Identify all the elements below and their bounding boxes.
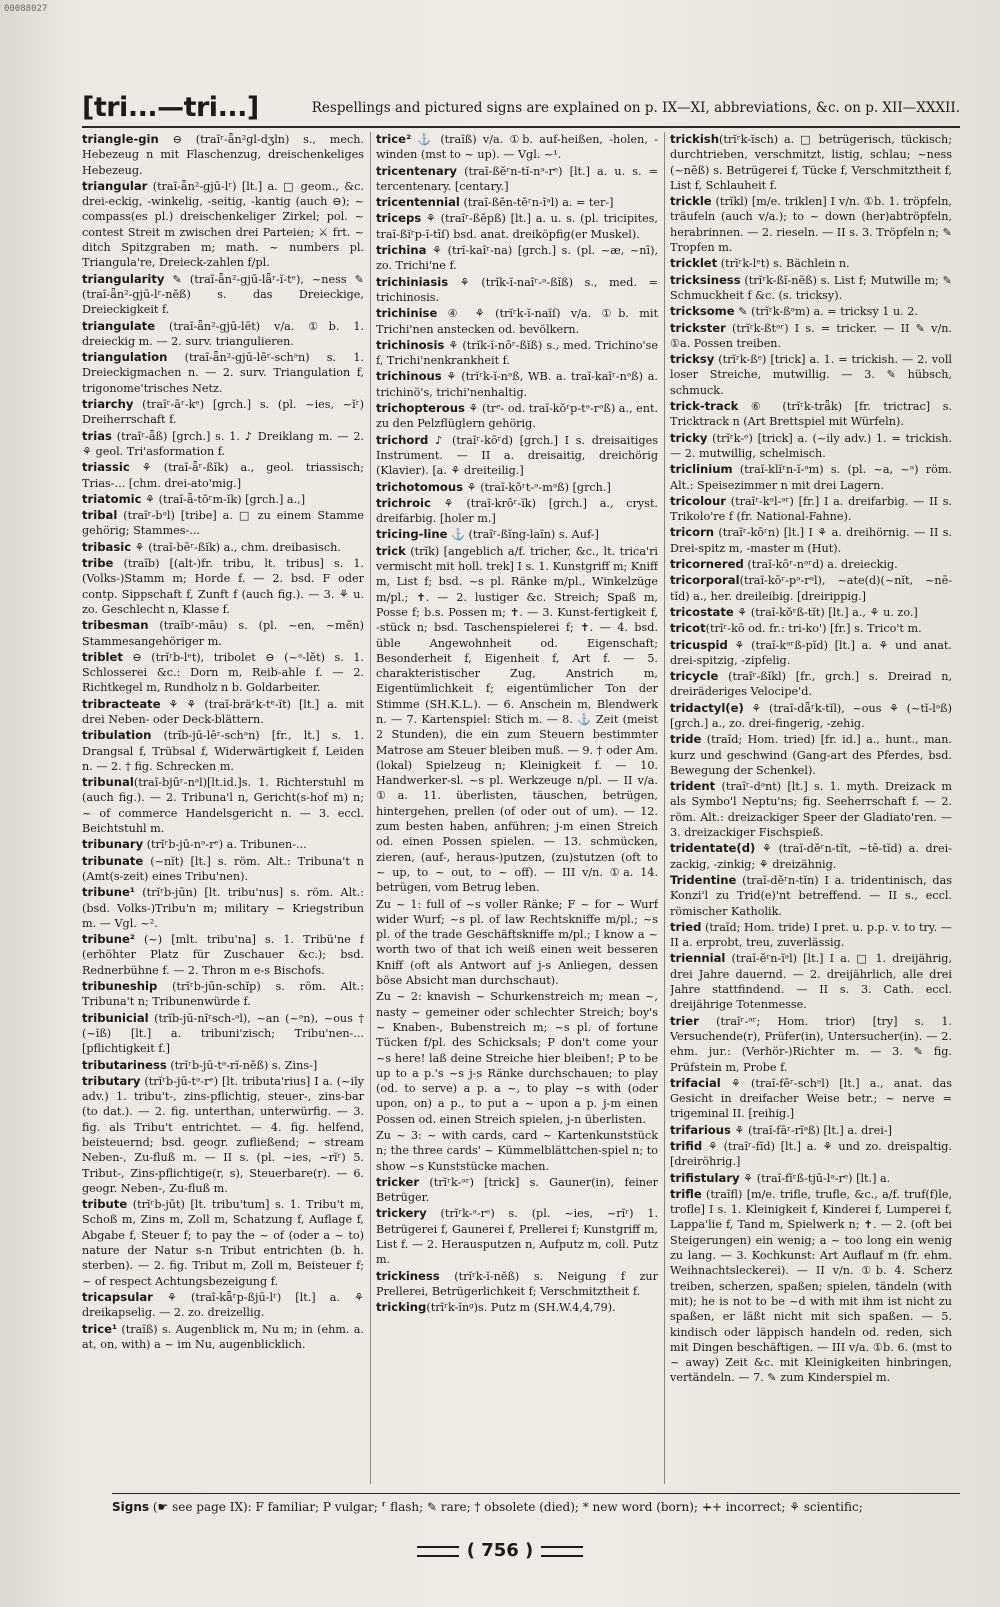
dictionary-entry <box>82 1011 364 1057</box>
dictionary-entry <box>670 732 952 778</box>
dictionary-entry <box>82 556 364 617</box>
entry-definition: (traı̄d; Hom. tried) [fr. id.] a., hunt., man. kurz und geschwind (Gang-art des Pferdes, bsd. Bewegung der Schenkel). <box>670 733 952 777</box>
dictionary-entry <box>670 951 952 1012</box>
entry-definition: ⚘ (traı̄-ǟ-tŏʳm-ĭk) [grch.] a.,] <box>141 492 306 506</box>
dictionary-entry <box>670 1014 952 1075</box>
rule-right <box>541 1546 583 1557</box>
dictionary-entry <box>82 1058 364 1073</box>
headword: tricolour <box>670 493 726 508</box>
dictionary-entry <box>670 1123 952 1138</box>
dictionary-entry <box>670 273 952 304</box>
entry-definition: (traı̄fl) [m/e. trifle, trufle, &c., a/f. truf(f)le, trofle] I s. 1. Kleinigkeit f, Kinderei f, Lumperei f, Lappa'lie f, Tand m, Spielwerk n; ✝. — 2. (oft bei Steigerungen) ein wenig; a ~ too long ein wenig zu lang. — 3. Kochkunst: Art Auflauf m (fr. ehm. Weihnachtsleckerei). — II v/n. ①b. 4. Scherz treiben, scherzen, spaßen; spielen, tändeln (with mit); he is not to be ~d with mit ihm ist nicht zu spaßen, er läßt nicht mit sich spaßen. — 5. kindisch oder läppisch handeln od. reden, sich mit Dingen beschäftigen. — III v/a. ①b. 6. (mst to ~ away) Zeit &c. mit Kleinigkeiten hinbringen, vertändeln. — 7. ✎ zum Kinderspiel m. <box>670 1187 952 1385</box>
entry-definition: (traı̄ß) s. Augenblick m, Nu m; in (ehm. a. at, on, with) a ~ im Nu, augenblicklich. <box>82 1322 364 1351</box>
headword: tributary <box>82 1073 141 1088</box>
headword: triblet <box>82 649 123 664</box>
dictionary-entry <box>82 1197 364 1289</box>
headword: trifle <box>670 1186 702 1201</box>
headword: trichinise <box>376 306 438 321</box>
entry-definition: (trĭʳk-ßĭ-nĕß) s. List f; Mutwille m; ✎ Schmuckheit f &c. (s. tricksy). <box>670 273 952 302</box>
entry-definition: ⚘ (trĭʳk-ĭ-nᵊß, WB. a. traı̄-kaı̄ʳ-nᵊß) a. trichinö's, trichi'nenhaltig. <box>376 370 658 399</box>
header-note: Respellings and pictured signs are explained on p. IX—XI, abbreviations, &c. on p. XII—XXXII. <box>311 100 960 116</box>
headword: tribute <box>82 1197 128 1212</box>
entry-definition: ⚘ (traı̄-kǟʳp-ßjū-lʳ) [lt.] a. ⚘ dreikapselig. — 2. zo. dreizellig. <box>82 1290 364 1320</box>
entry-definition: (trĭʳk-lᵉt) s. Bächlein n. <box>717 257 850 271</box>
entry-definition: (traı̄ʳ-ßĭkl) [fr., grch.] s. Dreirad n, dreiräderiges Velocipe'd. <box>670 670 952 699</box>
entry-definition: ⑥ (trĭʳk-trǟk) [fr. trictrac] s. Tricktrack n (Art Brettspiel mit Würfeln). <box>670 400 952 429</box>
dictionary-entry <box>376 132 658 163</box>
headword: tricky <box>670 430 708 445</box>
signs-legend <box>112 1493 960 1524</box>
dictionary-entry <box>376 211 658 242</box>
dictionary-entry <box>670 525 952 556</box>
headword: tribunicial <box>82 1010 149 1025</box>
headword: trifistulary <box>670 1170 740 1185</box>
dictionary-entry <box>376 989 658 1127</box>
entry-definition: Zu ~ 3: ~ with cards, card ~ Kartenkunststück n; the three cards' ~ Kümmelblättchen-spiel n; to show ~s Kunststücke machen. <box>376 1129 658 1173</box>
dictionary-entry <box>82 697 364 728</box>
headword: triangulate <box>82 318 156 333</box>
headword: tridactyl(e) <box>670 700 744 715</box>
headword: trichinous <box>376 369 442 384</box>
headword: trifarious <box>670 1122 731 1137</box>
headword: trias <box>82 428 112 443</box>
dictionary-entry <box>670 1171 952 1186</box>
dictionary-entry <box>376 338 658 369</box>
signs-text: (☛ see page IX): F familiar; P vulgar; ⸢ flash; ✎ rare; † obsolete (died); * new word (born); +̶+ incorrect; ⚘ scientific; <box>149 1500 863 1514</box>
dictionary-entry <box>82 650 364 696</box>
dictionary-entry <box>670 920 952 951</box>
header-range: [tri...—tri...] <box>82 92 259 123</box>
headword: tribesman <box>82 618 149 633</box>
headword: triangular <box>82 178 148 193</box>
headword: tributariness <box>82 1057 167 1072</box>
dictionary-entry <box>82 132 364 178</box>
dictionary-entry <box>82 775 364 836</box>
dictionary-entry <box>376 1175 658 1206</box>
column-2 <box>376 132 658 1484</box>
entry-definition: ⚘ (trĭk-ĭ-nōʳ-ßĭß) s., med. Trichino'se f, Trichi'nenkrankheit f. <box>376 338 658 368</box>
page-number-line <box>0 1540 1000 1561</box>
entry-definition: ⚘ (traı̄-dǟʳk-tĭl), ~ous ⚘ (~tĭ-lᵊß) [grch.] a., zo. drei-fingerig, -zehig. <box>670 701 952 730</box>
headword: tricksiness <box>670 272 741 287</box>
entry-definition: (traı̄-ĕʳn-ĭᵊl) [lt.] I a. □ 1. dreijährig, drei Jahre dauernd. — 2. dreijährlich, alle drei Jahre stattfindend. — II s. 3. Cath. eccl. dreijährige Totenmesse. <box>670 952 952 1012</box>
entry-definition: (traı̄ʳ-ǟß) [grch.] s. 1. ♪ Dreiklang m. — 2. ⚘ geol. Tri'asformation f. <box>82 429 364 458</box>
dictionary-entry <box>376 243 658 274</box>
entry-definition: ⚘ (traı̄-bēʳ-ßĭk) a., chm. dreibasisch. <box>131 540 341 554</box>
headword: trifid <box>670 1139 703 1153</box>
headword: tried <box>670 919 702 934</box>
headword: trichord <box>376 432 429 447</box>
entry-definition: (traı̄-ßĕʳn-tĭ-nᵊ-rᵉ) [lt.] a. u. s. = tercentenary. [centary.] <box>376 164 658 193</box>
entry-definition: ⚘ (trĭ-kaı̄ʳ-na) [grch.] s. (pl. ~æ, ~nī), zo. Trichi'ne f. <box>376 244 658 273</box>
headword: tribal <box>82 508 118 523</box>
dictionary-entry <box>82 179 364 271</box>
entry-definition: ④ ⚘ (trĭʳk-ĭ-naı̄ſ) v/a. ①b. mit Trichi'nen anstecken od. bevölkern. <box>376 307 658 336</box>
headword: tribulation <box>82 728 152 743</box>
entry-definition: (traı̄b) [(alt-)fr. tribu, lt. tribus] s. 1. (Volks-)Stamm m; Horde f. — 2. bsd. F oder contp. Sippschaft f, Zunft f (auch fig.). — 3. ⚘ u. zo. Geschlecht n, Klasse f. <box>82 557 364 616</box>
column-3 <box>670 132 952 1484</box>
headword: tribuneship <box>82 979 158 994</box>
dictionary-entry <box>82 885 364 931</box>
headword: tribe <box>82 556 114 571</box>
entry-definition: (trĭʳk-ßtᵊʳ) I s. = tricker. — II ✎ v/n. ①a. Possen treiben. <box>670 321 952 350</box>
signs-label: Signs <box>112 1500 150 1514</box>
dictionary-entry <box>376 1128 658 1174</box>
entry-definition: ⊖ (traı̄ʳ-ǟn²gl-dʒln) s., mech. Hebezeug n mit Flaschenzug, dreischenkeliges Hebezeug. <box>82 133 364 177</box>
entry-definition: ⚘ (traı̄-kŏʳß-tĭt) [lt.] a., ⚘ u. zo.] <box>733 605 918 619</box>
headword: tricornered <box>670 557 744 572</box>
entry-definition: ✎ (trĭʳk-ßᵊm) a. = tricksy 1 u. 2. <box>734 305 918 319</box>
page-id-stamp: 00088027 <box>4 4 48 14</box>
entry-definition: (trĭʳk-ᵉ) [trick] a. (~ily adv.) 1. = trickish. — 2. mutwillig, schelmisch. <box>670 431 952 460</box>
dictionary-entry <box>376 369 658 400</box>
entry-definition: ⚓ (traı̄ʳ-ßĭng-laı̄n) s. Auf-] <box>447 528 599 542</box>
headword: trifacial <box>670 1075 721 1090</box>
headword: tricing-line <box>376 527 448 542</box>
dictionary-entry <box>670 1076 952 1122</box>
entry-definition: ⚘ (traı̄-fēʳ-schᵊl) [lt.] a., anat. das Gesicht in dreifacher Weise betr.; ~ nerve = trigeminal II. [reihig.] <box>670 1076 952 1121</box>
entry-definition: ⚘ (traı̄ʳ-ßĕpß) [lt.] a. u. s. (pl. tricipites, traı̄-ßĭʳp-ĭ-tīſ) bsd. anat. dreiköpfig(er Muskel). <box>376 212 658 241</box>
headword: trichroic <box>376 495 431 510</box>
dictionary-entry <box>82 854 364 885</box>
dictionary-entry <box>376 1269 658 1300</box>
headword: trice² <box>376 132 412 146</box>
entry-definition: (trĭʳb-jū-tᵊ-rᵉ) [lt. tributa'rius] I a. (~ily adv.) 1. tribu't-, zins-pflichtig, steuer-, zins-bar (to dat.). — 2. fig. unterthan, unterwürfig. — 3. fig. als Tribu't entrichtet. — 4. fig. helfend, beisteuernd; bsd. geogr. zufließend; ~ stream Neben-, Zu-fluß m. — II s. (pl. ~ies, ~rĭʳ) 5. Tribut-, Zins-pflichtige(r, s), Steuerbare(r). — 6. geogr. Neben-, Zu-fluß m. <box>82 1074 364 1195</box>
entry-definition: (trĭb-jū-nĭʳsch-ᵊl), ~an (~ᵊn), ~ous † (~ĭß) [lt.] a. tribuni'zisch; Tribu'nen-... [pflichtigkeit f.] <box>82 1011 364 1056</box>
entry-definition: (trĭʳk-ĭ-nĕß) s. Neigung f zur Prellerei, Betrügerlichkeit f; Verschmitztheit f. <box>376 1269 658 1298</box>
entry-definition: (trĭʳb-jūn-schĭp) s. röm. Alt.: Tribuna't n; Tribunenwürde f. <box>82 980 364 1009</box>
headword: triangle-gin <box>82 132 159 146</box>
headword: tribasic <box>82 539 132 554</box>
entry-definition: ⚓ (traı̄ß) v/a. ①b. auf-heißen, -holen, -winden (mst to ~ up). — Vgl. ~¹. <box>376 133 658 162</box>
running-header <box>82 92 960 128</box>
headword: trichopterous <box>376 401 465 416</box>
headword: trident <box>670 779 716 794</box>
headword: tricycle <box>670 669 719 684</box>
headword: tricksome <box>670 304 735 319</box>
entry-definition: (trĭʳk-ĭsch) a. □ betrügerisch, tückisch; durchtrieben, verschmitzt, listig, schlau; ~ness (~nĕß) s. Betrügerei f, Tücke f, Verschmitztheit f, List f, Schlauheit f. <box>670 133 952 192</box>
headword: tricorn <box>670 525 715 540</box>
headword: tribune² <box>82 932 135 947</box>
dictionary-entry <box>82 350 364 396</box>
entry-definition: (trĭʳb-jū-tᵊ-rĭ-nĕß) s. Zins-] <box>166 1058 318 1072</box>
entry-definition: ⚘ (traı̄ʳ-fĭd) [lt.] a. ⚘ und zo. dreispaltig. [dreiröhrig.] <box>670 1140 952 1169</box>
dictionary-entry <box>376 496 658 527</box>
entry-definition: (traı̄ʳ-kōʳn) [lt.] I ⚘ a. dreihörnig. — II s. Drei-spitz m, -master m (Hut). <box>670 526 952 555</box>
dictionary-entry <box>376 1300 658 1315</box>
dictionary-entry <box>376 164 658 195</box>
dictionary-entry <box>376 1206 658 1267</box>
dictionary-entry <box>670 462 952 493</box>
dictionary-entry <box>376 544 658 896</box>
entry-definition: ⚘ (traı̄-dĕʳn-tĭt, ~tē-tĭd) a. drei-zackig, -zinkig; ⚘ dreizähnig. <box>670 842 952 871</box>
headword: tricorporal <box>670 573 740 588</box>
headword: triceps <box>376 211 422 226</box>
headword: tricapsular <box>82 1289 153 1304</box>
entry-definition: (trĭʳb-jūt) [lt. tribu'tum] s. 1. Tribu't m, Schoß m, Zins m, Zoll m, Schatzung f, Auflage f, Abgabe f, Steuer f; to pay the ~ of (oder a ~ to) nature der Natur s-n Tribut entrichten (b. h. sterben). — 2. fig. Tribut m, Zoll m, Beisteuer f; ~ of respect Achtungsbezeigung f. <box>82 1198 364 1288</box>
headword: tribracteate <box>82 696 161 711</box>
entry-definition: (trĭb-jū-lēʳ-schᵊn) [fr., lt.] s. 1. Drangsal f, Trübsal f, Widerwärtigkeit f, Leiden n. — 2. † fig. Schrecken m. <box>82 729 364 773</box>
entry-definition: (traı̄-ǟn²-gjū-lʳ) [lt.] a. □ geom., &c. drei-eckig, -winkelig, -seitig, -kantig (auch ⊖); ~ compass(es pl.) dreischenkeliger Zirkel; pol. ~ contest Streit m zwischen drei Parteien; ⚔ frt. ~ ditch Spitzgraben m; math. ~ numbers pl. Triangula're, Dreieck-zahlen f/pl. <box>82 179 364 270</box>
dictionary-entry <box>82 1322 364 1353</box>
headword: triangulation <box>82 350 168 365</box>
dictionary-entry <box>670 352 952 398</box>
entry-definition: (traı̄ʳ-kᵊl-ᵊʳ) [fr.] I a. dreifarbig. — II s. Trikolo're f (fr. National-Fahne). <box>670 494 952 524</box>
headword: tricentenary <box>376 163 457 178</box>
dictionary-entry <box>376 195 658 210</box>
entry-definition: Zu ~ 1: full of ~s voller Ränke; F ~ for ~ Wurf wider Wurf; ~s pl. of law Rechtskniffe m/pl.; ~s pl. of the trade Geschäftskniffe m/pl.; I know a ~ worth two of that ich weiß einen weit besseren Kniff (oft als Antwort auf j-s Anliegen, dessen böse Absicht man durchschaut). <box>376 897 658 988</box>
dictionary-entry <box>82 492 364 507</box>
dictionary-entry <box>82 429 364 460</box>
entry-definition: ⚘ (trĭk-ĭ-naı̄ʳ-ᵊ-ßĭß) s., med. = trichinosis. <box>376 275 658 304</box>
entry-definition: (traı̄ʳ-āʳ-kᵉ) [grch.] s. (pl. ~ies, ~ĭʳ) Dreiherrschaft f. <box>82 398 364 427</box>
dictionary-entry <box>670 321 952 352</box>
dictionary-entry <box>376 275 658 306</box>
entry-definition: (traı̄-ßĕn-tĕʳn-ĭᵊl) a. = ter-] <box>459 196 614 210</box>
dictionary-entry <box>376 401 658 432</box>
headword: tricking <box>376 1300 427 1315</box>
headword: tridentate(d) <box>670 841 756 856</box>
entry-definition: (traı̄-klĭʳn-ĭ-ᵊm) s. (pl. ~a, ~ᵊ) röm. Alt.: Speisezimmer n mit drei Lagern. <box>670 463 952 492</box>
entry-definition: (trĭkl) [m/e. triklen] I v/n. ①b. 1. tröpfeln, träufeln (auch v/a.); to ~ down (her)abtröpfeln, herabrinnen. — 2. rieseln. — II s. 3. Tröpfeln n; ✎ Tropfen m. <box>670 195 952 255</box>
dictionary-entry <box>670 256 952 271</box>
entry-definition: ⚘ ⚘ (traı̄-bräʳk-tᵉ-ĭt) [lt.] a. mit drei Neben- oder Deck-blättern. <box>82 697 364 726</box>
dictionary-entry <box>82 460 364 491</box>
entry-definition: (trĭʳk-ᵊ-rᵉ) s. (pl. ~ies, ~rĭʳ) 1. Betrügerei f, Gaunerei f, Prellerei f; Kunstgriff m, List f. — 2. Herausputzen n, Aufputz m, coll. Putz m. <box>376 1207 658 1267</box>
entry-definition: ⚘ (traı̄-fāʳ-rĭᵊß) [lt.] a. drei-] <box>730 1123 892 1137</box>
headword: trick <box>376 543 406 558</box>
entry-definition: (trĭʳk-ᵊʳ) [trick] s. Gauner(in), feiner Betrüger. <box>376 1175 658 1205</box>
dictionary-entry <box>670 873 952 919</box>
headword: tribunary <box>82 837 144 852</box>
dictionary-entry <box>670 573 952 604</box>
entry-definition: (traı̄ʳ-ᵊʳ; Hom. trior) [try] s. 1. Versuchende(r), Prüfer(in), Untersucher(in). — 2. ehm. jur.: (Verhör-)Richter m. — 3. ✎ fig. Prüfstein m, Probe f. <box>670 1014 952 1074</box>
dictionary-entry <box>82 932 364 978</box>
headword: tribunate <box>82 853 144 868</box>
dictionary-entry <box>670 494 952 525</box>
entry-definition: (traı̄-ǟn²-gjū-lēt) v/a. ①b. 1. dreieckig m. — 2. surv. triangulieren. <box>82 319 364 348</box>
headword: trichiniasis <box>376 274 449 289</box>
entry-definition: (traı̄d; Hom. tride) I pret. u. p.p. v. to try. — II a. erprobt, treu, zuverlässig. <box>670 920 952 950</box>
entry-definition: (traı̄ʳ-dᵊnt) [lt.] s. 1. myth. Dreizack m als Symbo'l Neptu'ns; fig. Seeherrschaft f. — 2. röm. Alt.: dreizackiger Speer der Gladiato'ren. — 3. dreizackiger Fischspieß. <box>670 780 952 840</box>
dictionary-entry <box>670 841 952 872</box>
dictionary-entry <box>82 397 364 428</box>
headword: triclinium <box>670 462 733 477</box>
entry-definition: (~) [mlt. tribu'na] s. 1. Tribü'ne f (erhöhter Platz für Zuschauer &c.); bsd. Rednerbühne f. — 2. Thron m e-s Bischofs. <box>82 933 364 977</box>
dictionary-entry <box>670 701 952 732</box>
page-number: ( 756 ) <box>466 1540 534 1561</box>
entry-definition: (trĭʳb-jūn) [lt. tribu'nus] s. röm. Alt.: (bsd. Volks-)Tribu'n m; military ~ Kriegstribun m. — Vgl. ~². <box>82 886 364 930</box>
dictionary-entry <box>82 272 364 318</box>
dictionary-entry <box>82 508 364 539</box>
headword: trichinosis <box>376 337 445 352</box>
entry-definition: ✎ (traı̄-ǟn²-gjū-lǟʳ-ĭ-tᵉ), ~ness ✎ (traı̄-ǟn²-gjū-lʳ-nĕß) s. das Dreieckige, Dreieckigkeit f. <box>82 272 364 317</box>
entry-definition: ⚘ (traı̄-kᵊʳß-pĭd) [lt.] a. ⚘ und anat. drei-spitzig, -zipfelig. <box>670 638 952 667</box>
entry-definition: (traı̄-kōʳ-pᵊ-rᵊl), ~ate(d)(~nĭt, ~nē-tĭd) a., her. dreileibig. [dreirippig.] <box>670 574 952 603</box>
headword: trick-track <box>670 399 739 414</box>
headword: triarchy <box>82 397 134 412</box>
headword: tricker <box>376 1174 420 1189</box>
headword: trichotomous <box>376 479 464 494</box>
dictionary-entry <box>82 837 364 852</box>
dictionary-entry <box>82 728 364 774</box>
dictionary-entry <box>670 431 952 462</box>
entry-definition: (traı̄ʳ-bᵊl) [tribe] a. □ zu einem Stamme gehörig; Stammes-... <box>82 509 364 538</box>
dictionary-entry <box>376 306 658 337</box>
entry-definition: ⚘ (traı̄-fĭʳß-tjū-lᵊ-rᵉ) [lt.] a. <box>739 1171 891 1185</box>
dictionary-entry <box>670 605 952 620</box>
entry-definition: ⚘ (trᵉ- od. traı̄-kŏʳp-tᵊ-rᵊß) a., ent. zu den Pelzflüglern gehörig. <box>376 402 658 431</box>
headword: trickiness <box>376 1268 440 1283</box>
dictionary-entry <box>670 779 952 840</box>
dictionary-columns <box>82 132 960 1484</box>
headword: trichina <box>376 243 427 258</box>
headword: tride <box>670 732 702 747</box>
headword: tricentennial <box>376 195 460 210</box>
headword: trickery <box>376 1206 427 1221</box>
headword: tricostate <box>670 604 734 619</box>
headword: trickster <box>670 320 726 335</box>
dictionary-entry <box>670 1187 952 1386</box>
headword: trickish <box>670 132 719 146</box>
entry-definition: ⚘ (traı̄-kŏʳt-ᵊ-mᵊß) [grch.] <box>463 480 611 494</box>
headword: trier <box>670 1013 699 1028</box>
dictionary-entry <box>670 304 952 319</box>
headword: tricksy <box>670 352 715 367</box>
headword: tribune¹ <box>82 885 135 900</box>
headword: triatomic <box>82 491 142 506</box>
dictionary-entry <box>670 621 952 636</box>
entry-definition: (trĭʳk-ßᵉ) [trick] a. 1. = trickish. — 2. voll loser Streiche, mutwillig. — 3. ✎ hübsch, schmuck. <box>670 353 952 397</box>
dictionary-entry <box>376 433 658 479</box>
entry-definition: ⚘ (traı̄-krōʳ-ĭk) [grch.] a., cryst. dreifarbig. [holer m.] <box>376 496 658 526</box>
dictionary-entry <box>82 1074 364 1196</box>
headword: Tridentine <box>670 872 737 887</box>
headword: triennial <box>670 951 726 966</box>
entry-definition: (trĭʳk-ĭnᵍ)s. Putz m (SH.W.4,4,79). <box>426 1301 616 1315</box>
dictionary-entry <box>82 540 364 555</box>
headword: tricklet <box>670 256 718 271</box>
headword: triangularity <box>82 271 165 286</box>
headword: trice¹ <box>82 1321 118 1336</box>
headword: trickle <box>670 194 712 209</box>
entry-definition: (traı̄-ǟn²-gjū-lēʳ-schᵊn) s. 1. Dreieckigmachen n. — 2. surv. Triangulation f, trigonome'trisches Netz. <box>82 351 364 395</box>
dictionary-entry <box>670 194 952 255</box>
entry-definition: (traı̄-bjūʳ-nᵊl)[lt.id.]s. 1. Richterstuhl m (auch fig.). — 2. Tribuna'l n, Gericht(s-hof m) n; ~ of commerce Handelsgericht n. — 3. eccl. Beichtstuhl m. <box>82 776 364 836</box>
column-1 <box>82 132 364 1484</box>
dictionary-entry <box>376 897 658 989</box>
headword: tricuspid <box>670 637 728 652</box>
dictionary-entry <box>82 979 364 1010</box>
dictionary-entry <box>376 527 658 542</box>
headword: tricot <box>670 621 706 636</box>
dictionary-entry <box>670 557 952 572</box>
entry-definition: (~nĭt) [lt.] s. röm. Alt.: Tribuna't n (Amt(s-zeit) eines Tribu'nen). <box>82 854 364 883</box>
entry-definition: Zu ~ 2: knavish ~ Schurkenstreich m; mean ~, nasty ~ gemeiner oder schlechter Streich; boy's ~ Knaben-, Bubenstreich m; ~s pl. of fortune Tücken f/pl. des Schicksals; P don't come your ~s here! laß deine Streiche hier bleiben!; P to be up to a p.'s ~s j-s Ränke durchschauen; to play (od. to serve) a p. a ~, to play ~s with (oder upon, on) a p., to put a ~ upon a p. j-m einen Possen od. einen Streich spielen, j-n überlisten. <box>376 990 658 1126</box>
headword: triassic <box>82 460 130 475</box>
dictionary-entry <box>670 132 952 193</box>
headword: tribunal <box>82 775 134 790</box>
dictionary-entry <box>82 319 364 350</box>
dictionary-entry <box>82 1290 364 1321</box>
dictionary-entry <box>670 638 952 669</box>
rule-left <box>417 1546 459 1557</box>
dictionary-entry <box>82 618 364 649</box>
dictionary-entry <box>376 480 658 495</box>
entry-definition: ⊖ (trĭʳb-lᵉt), tribolet ⊖ (~ᵊ-lĕt) s. 1. Schlosserei &c.: Dorn m, Reib-ahle f. — 2. Richtkegel m, Rundholz n b. Goldarbeiter. <box>82 650 364 695</box>
entry-definition: ⚘ (traı̄-ǟʳ-ßĭk) a., geol. triassisch; Trias-... [chm. drei-ato'mig.] <box>82 461 364 490</box>
entry-definition: (trĭʳ-kō od. fr.: tri-ko') [fr.] s. Trico't m. <box>705 622 922 636</box>
entry-definition: (trĭk) [angeblich a/f. tricher, &c., lt. trica'ri vermischt mit holl. trek] I s. 1. Kunstgriff m; Kniff m, List f; bsd. ~s pl. Ränke m/pl., Winkelzüge m/pl.; ✝. — 2. lustiger &c. Streich; Spaß m, Posse f; b.s. Possen m; ✝. — 3. Kunst-fertigkeit f, -stück n; bsd. Taschenspielerei f; ✝. — 4. bsd. üble Angewohnheit od. Eigenschaft; Besonderheit f, Eigenheit f, Art f. — 5. charakteristischer Zug, Anstrich m, Eigentümlichkeit f; eigentümlicher Ton der Stimme (SH.K.L.). — 6. Anschein m, Blendwerk n. — 7. Kartenspiel: Stich m. — 8. ⚓ Zeit (meist 2 Stunden), die ein zum Steuern bestimmter Matrose am Steuer bleiben muß. — 9. † oder Am. (lokal) Spielzeug n; Kleinigkeit f. — 10. Handwerker-sl. ~s pl. Werkzeuge n/pl. — II v/a. ①a. 11. überlisten, täuschen, betrügen, hintergehen, prellen (of oder out of um). — 12. zum besten haben, anführen; j-m einen Streich od. einen Possen spielen. — 13. schmücken, zieren, (auf-, heraus-)putzen, (zu)stutzen (oft to ~ up, to ~ out, to ~ off). — III v/n. ①a. 14. betrügen, vom Betrug leben. <box>376 544 658 895</box>
entry-definition: (traı̄-kōʳ-nᵊʳd) a. dreieckig. <box>743 558 898 572</box>
entry-definition: (traı̄bʳ-māu) s. (pl. ~en, ~mĕn) Stammesangehöriger m. <box>82 619 364 648</box>
entry-definition: ♪ (traı̄ʳ-kōʳd) [grch.] I s. dreisaitiges Instrument. — II a. dreisaitig, dreichörig (Klavier). [a. ⚘ dreiteilig.] <box>376 433 658 478</box>
dictionary-entry <box>670 399 952 430</box>
entry-definition: (traı̄-dĕʳn-tĭn) I a. tridentinisch, das Konzi'l zu Trid(e)'nt betreffend. — II s., eccl. römischer Katholik. <box>670 873 952 918</box>
dictionary-entry <box>670 669 952 700</box>
entry-definition: (trĭʳb-jū-nᵊ-rᵉ) a. Tribunen-... <box>143 838 307 852</box>
dictionary-entry <box>670 1139 952 1170</box>
